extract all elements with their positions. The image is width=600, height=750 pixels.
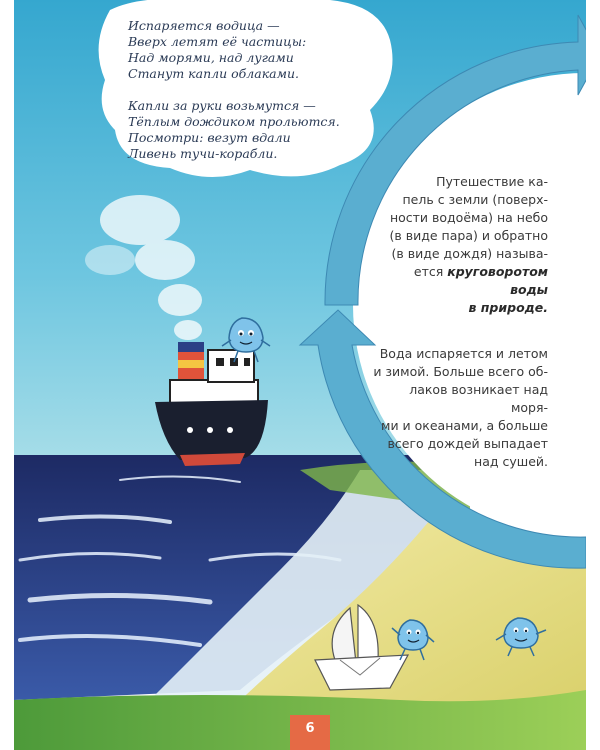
poem-line: Вверх летят её частицы: <box>128 34 307 49</box>
text-line: (в виде пара) и обратно <box>389 228 548 243</box>
term-bold: в природе. <box>468 300 548 315</box>
text-line: ми и океанами, а больше <box>381 418 548 433</box>
text-line: ности водоёма) на небо <box>389 210 548 225</box>
text-line-prefix: ется <box>413 264 448 279</box>
poem-line: Ливень тучи-корабли. <box>128 146 278 161</box>
poem-line: Станут капли облаками. <box>128 66 300 81</box>
poem <box>128 18 368 178</box>
water-cycle-definition <box>372 173 548 317</box>
poem-line: Над морями, над лугами <box>128 50 294 65</box>
text-line: Путешествие ка- <box>436 174 548 189</box>
text-line <box>372 299 548 317</box>
evaporation-fact <box>372 345 548 471</box>
text-line: над сушей. <box>474 454 548 469</box>
poem-line: Посмотри: везут вдали <box>128 130 291 145</box>
poem-line: Капли за руки возьмутся — <box>128 98 316 113</box>
poem-stanza-2 <box>128 98 368 162</box>
text-line: Вода испаряется и летом <box>379 346 548 361</box>
text-line: пель с земли (поверх- <box>402 192 548 207</box>
text-line: лаков возникает над моря- <box>409 382 548 415</box>
text-line <box>372 263 548 299</box>
text-line: и зимой. Больше всего об- <box>373 364 548 379</box>
poem-stanza-1 <box>128 18 368 82</box>
text-line: всего дождей выпадает <box>387 436 548 451</box>
text-line: (в виде дождя) называ- <box>391 246 548 261</box>
term-bold: круговоротом воды <box>447 264 548 297</box>
poem-line: Испаряется водица — <box>128 18 280 33</box>
poem-line: Тёплым дождиком прольются. <box>128 114 340 129</box>
page-number: 6 <box>290 715 330 750</box>
